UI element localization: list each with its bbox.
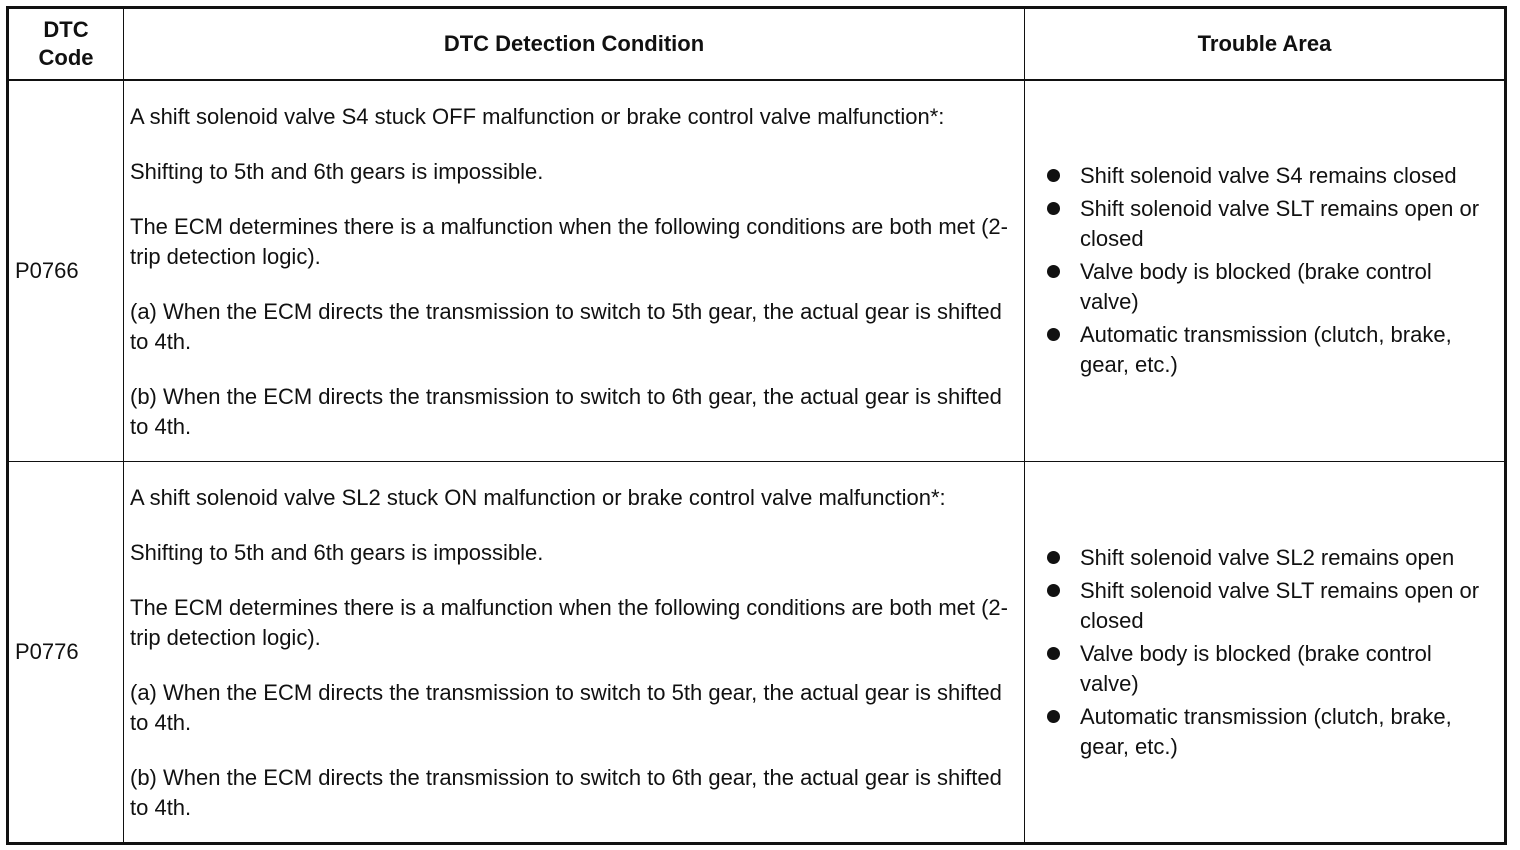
trouble-area-cell xyxy=(1025,462,1506,844)
bullet-icon xyxy=(1047,647,1060,660)
trouble-area-text: Shift solenoid valve SL2 remains open xyxy=(1080,544,1455,570)
bullet-icon xyxy=(1047,169,1060,182)
list-item xyxy=(1047,257,1494,317)
condition-paragraph: (b) When the ECM directs the transmission to switch to 6th gear, the actual gear is shifted to 4th. xyxy=(130,765,1002,820)
list-item xyxy=(1047,320,1494,380)
condition-paragraph: Shifting to 5th and 6th gears is impossible. xyxy=(130,540,544,565)
list-item xyxy=(1047,702,1494,762)
trouble-area-text: Shift solenoid valve SLT remains open or closed xyxy=(1080,196,1480,252)
detection-condition-cell xyxy=(124,462,1025,844)
list-item xyxy=(1047,543,1494,573)
header-row xyxy=(8,8,1506,80)
trouble-area-text: Automatic transmission (clutch, brake, gear, etc.) xyxy=(1080,703,1452,759)
table-row xyxy=(8,462,1506,844)
bullet-icon xyxy=(1047,584,1060,597)
dtc-code-cell: P0776 xyxy=(8,462,124,844)
trouble-area-cell xyxy=(1025,80,1506,462)
condition-paragraph: The ECM determines there is a malfunction when the following conditions are both met (2-trip detection logic). xyxy=(130,595,1008,650)
bullet-icon xyxy=(1047,202,1060,215)
condition-paragraph: (a) When the ECM directs the transmission to switch to 5th gear, the actual gear is shifted to 4th. xyxy=(130,298,1002,354)
bullet-icon xyxy=(1047,551,1060,564)
header-trouble-area: Trouble Area xyxy=(1025,8,1506,80)
trouble-area-list xyxy=(1047,161,1494,380)
table-row xyxy=(8,80,1506,462)
list-item xyxy=(1047,161,1494,191)
condition-paragraph: Shifting to 5th and 6th gears is impossible. xyxy=(130,158,544,184)
condition-paragraph: A shift solenoid valve SL2 stuck ON malfunction or brake control valve malfunction*: xyxy=(130,485,946,510)
bullet-icon xyxy=(1047,265,1060,278)
list-item xyxy=(1047,639,1494,699)
header-dtc-code: DTC Code xyxy=(8,8,124,80)
condition-paragraph: The ECM determines there is a malfunction when the following conditions are both met (2-trip detection logic). xyxy=(130,213,1008,269)
dtc-table xyxy=(6,6,1507,845)
list-item xyxy=(1047,576,1494,636)
bullet-icon xyxy=(1047,710,1060,723)
list-item xyxy=(1047,194,1494,254)
condition-paragraph: A shift solenoid valve S4 stuck OFF malfunction or brake control valve malfunction*: xyxy=(130,103,945,129)
header-detection-condition: DTC Detection Condition xyxy=(124,8,1025,80)
trouble-area-text: Shift solenoid valve SLT remains open or closed xyxy=(1080,577,1480,633)
trouble-area-text: Automatic transmission (clutch, brake, gear, etc.) xyxy=(1080,322,1452,378)
dtc-code-cell: P0766 xyxy=(8,80,124,462)
trouble-area-text: Valve body is blocked (brake control valve) xyxy=(1080,640,1432,696)
bullet-icon xyxy=(1047,328,1060,341)
trouble-area-list xyxy=(1047,543,1494,762)
detection-condition-cell xyxy=(124,80,1025,462)
trouble-area-text: Shift solenoid valve S4 remains closed xyxy=(1080,163,1457,189)
trouble-area-text: Valve body is blocked (brake control valve) xyxy=(1080,259,1432,315)
condition-paragraph: (b) When the ECM directs the transmission to switch to 6th gear, the actual gear is shifted to 4th. xyxy=(130,383,1002,439)
condition-paragraph: (a) When the ECM directs the transmission to switch to 5th gear, the actual gear is shifted to 4th. xyxy=(130,680,1002,735)
